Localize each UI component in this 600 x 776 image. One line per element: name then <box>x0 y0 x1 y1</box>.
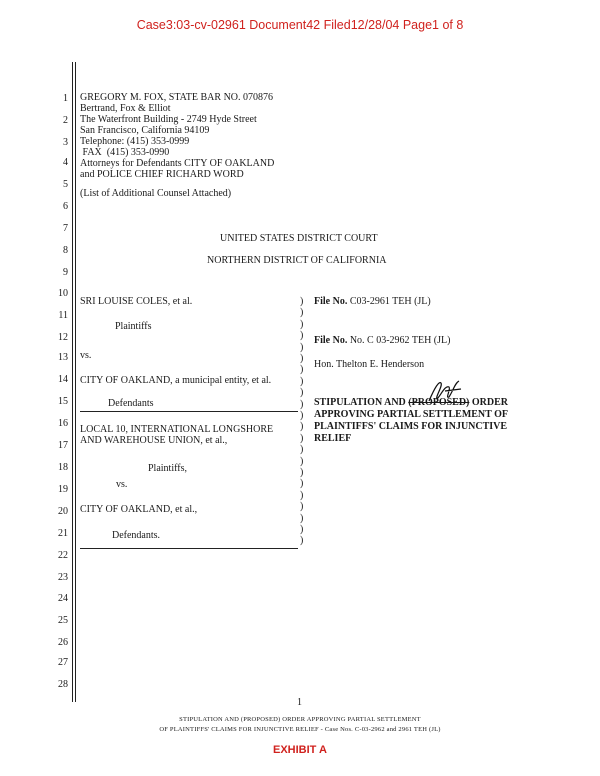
court-name: UNITED STATES DISTRICT COURT <box>220 233 378 244</box>
counsel-firm: Bertrand, Fox & Elliot <box>80 103 171 114</box>
page-number: 1 <box>297 697 302 708</box>
line-number: 3 <box>63 137 68 148</box>
file-number-2-label: File No. <box>314 335 348 346</box>
caption-parenthesis: ) <box>300 478 304 490</box>
line-number: 27 <box>58 657 68 668</box>
caption-parenthesis: ) <box>300 375 304 387</box>
footer-line-1: STIPULATION AND (PROPOSED) ORDER APPROVING PARTIAL SETTLEMENT <box>179 716 421 723</box>
footer-line-2: OF PLAINTIFFS' CLAIMS FOR INJUNCTIVE RELIEF - Case Nos. C-03-2962 and 2961 TEH (JL) <box>159 726 441 733</box>
line-number: 10 <box>58 288 68 299</box>
caption-parenthesis: ) <box>300 307 304 319</box>
line-number: 9 <box>63 267 68 278</box>
line-number: 5 <box>63 179 68 190</box>
counsel-telephone: Telephone: (415) 353-0999 <box>80 136 190 147</box>
line-number: 13 <box>58 352 68 363</box>
line-number: 23 <box>58 572 68 583</box>
caption-parenthesis: ) <box>300 467 304 478</box>
line-number: 8 <box>63 245 68 256</box>
line-number: 24 <box>58 593 68 604</box>
document-title-line-4: RELIEF <box>314 433 352 444</box>
caption-parenthesis: ) <box>300 398 304 410</box>
line-number: 16 <box>58 418 68 429</box>
exhibit-label: EXHIBIT A <box>273 744 327 756</box>
title-struck-proposed: (PROPOSED) <box>408 397 470 408</box>
title-part-a: STIPULATION AND <box>314 397 409 408</box>
counsel-attorneys-for: Attorneys for Defendants CITY OF OAKLAND <box>80 158 275 169</box>
left-margin-rule-1 <box>72 62 73 702</box>
caption-parenthesis: ) <box>300 341 304 353</box>
party-1: SRI LOUISE COLES, et al. <box>80 296 193 307</box>
counsel-address-2: San Francisco, California 94109 <box>80 125 210 136</box>
counsel-fax: FAX (415) 353-0990 <box>80 147 170 158</box>
caption-parenthesis: ) <box>300 501 304 513</box>
party-3-line-2: AND WAREHOUSE UNION, et al., <box>80 435 228 446</box>
caption-parenthesis: ) <box>300 524 304 535</box>
caption-parenthesis: ) <box>300 535 304 547</box>
party-4-role: Defendants. <box>112 530 161 541</box>
party-3-line-1: LOCAL 10, INTERNATIONAL LONGSHORE <box>80 424 274 435</box>
line-number: 15 <box>58 396 68 407</box>
line-number: 4 <box>63 157 68 168</box>
line-number: 6 <box>63 201 68 212</box>
line-number: 25 <box>58 615 68 626</box>
caption-rule-1 <box>80 411 298 412</box>
title-part-b: ORDER <box>469 397 509 408</box>
handwritten-initials <box>425 377 465 407</box>
party-1-role: Plaintiffs <box>115 321 152 332</box>
counsel-attorneys-for-2: and POLICE CHIEF RICHARD WORD <box>80 169 244 180</box>
line-number: 17 <box>58 440 68 451</box>
caption-parenthesis: ) <box>300 318 304 330</box>
line-number: 12 <box>58 332 68 343</box>
file-number-1 <box>314 296 431 307</box>
counsel-address-1: The Waterfront Building - 2749 Hyde Street <box>80 114 257 125</box>
line-number: 20 <box>58 506 68 517</box>
caption-parenthesis: ) <box>300 421 304 433</box>
caption-parenthesis: ) <box>300 512 304 524</box>
caption-rule-2 <box>80 548 298 549</box>
caption-parenthesis: ) <box>300 353 304 364</box>
line-number: 19 <box>58 484 68 495</box>
line-number: 26 <box>58 637 68 648</box>
versus-1: vs. <box>80 350 92 361</box>
document-title-line-1 <box>314 397 508 408</box>
file-number-2-value: No. C 03-2962 TEH (JL) <box>349 335 451 346</box>
file-number-1-label: File No. <box>314 296 348 307</box>
file-number-1-value: C03-2961 TEH (JL) <box>349 296 431 307</box>
counsel-name: GREGORY M. FOX, STATE BAR NO. 070876 <box>80 92 274 103</box>
caption-parenthesis: ) <box>300 387 304 399</box>
line-number: 14 <box>58 374 68 385</box>
caption-parenthesis: ) <box>300 296 304 307</box>
versus-2: vs. <box>116 479 128 490</box>
party-3-role: Plaintiffs, <box>148 463 187 474</box>
caption-parenthesis: ) <box>300 489 304 501</box>
line-number: 22 <box>58 550 68 561</box>
line-number: 18 <box>58 462 68 473</box>
caption-parenthesis: ) <box>300 364 304 376</box>
line-number: 21 <box>58 528 68 539</box>
case-header-stamp: Case3:03-cv-02961 Document42 Filed12/28/04 Page1 of 8 <box>136 18 464 32</box>
document-title-line-3: PLAINTIFFS' CLAIMS FOR INJUNCTIVE <box>314 421 508 432</box>
judge-name: Hon. Thelton E. Henderson <box>314 359 425 370</box>
party-2: CITY OF OAKLAND, a municipal entity, et al. <box>80 375 272 386</box>
document-title-line-2: APPROVING PARTIAL SETTLEMENT OF <box>314 409 509 420</box>
caption-parenthesis: ) <box>300 455 304 467</box>
line-number: 1 <box>63 93 68 104</box>
caption-parenthesis: ) <box>300 444 304 456</box>
court-district: NORTHERN DISTRICT OF CALIFORNIA <box>207 255 387 266</box>
party-2-role: Defendants <box>108 398 154 409</box>
additional-counsel-note: (List of Additional Counsel Attached) <box>80 188 232 199</box>
caption-parenthesis: ) <box>300 330 304 342</box>
line-number: 7 <box>63 223 68 234</box>
party-4: CITY OF OAKLAND, et al., <box>80 504 198 515</box>
line-number: 28 <box>58 679 68 690</box>
file-number-2 <box>314 335 450 346</box>
left-margin-rule-2 <box>75 62 76 702</box>
caption-parenthesis: ) <box>300 432 304 444</box>
line-number: 2 <box>63 115 68 126</box>
line-number: 11 <box>58 310 68 321</box>
caption-parenthesis: ) <box>300 410 304 421</box>
